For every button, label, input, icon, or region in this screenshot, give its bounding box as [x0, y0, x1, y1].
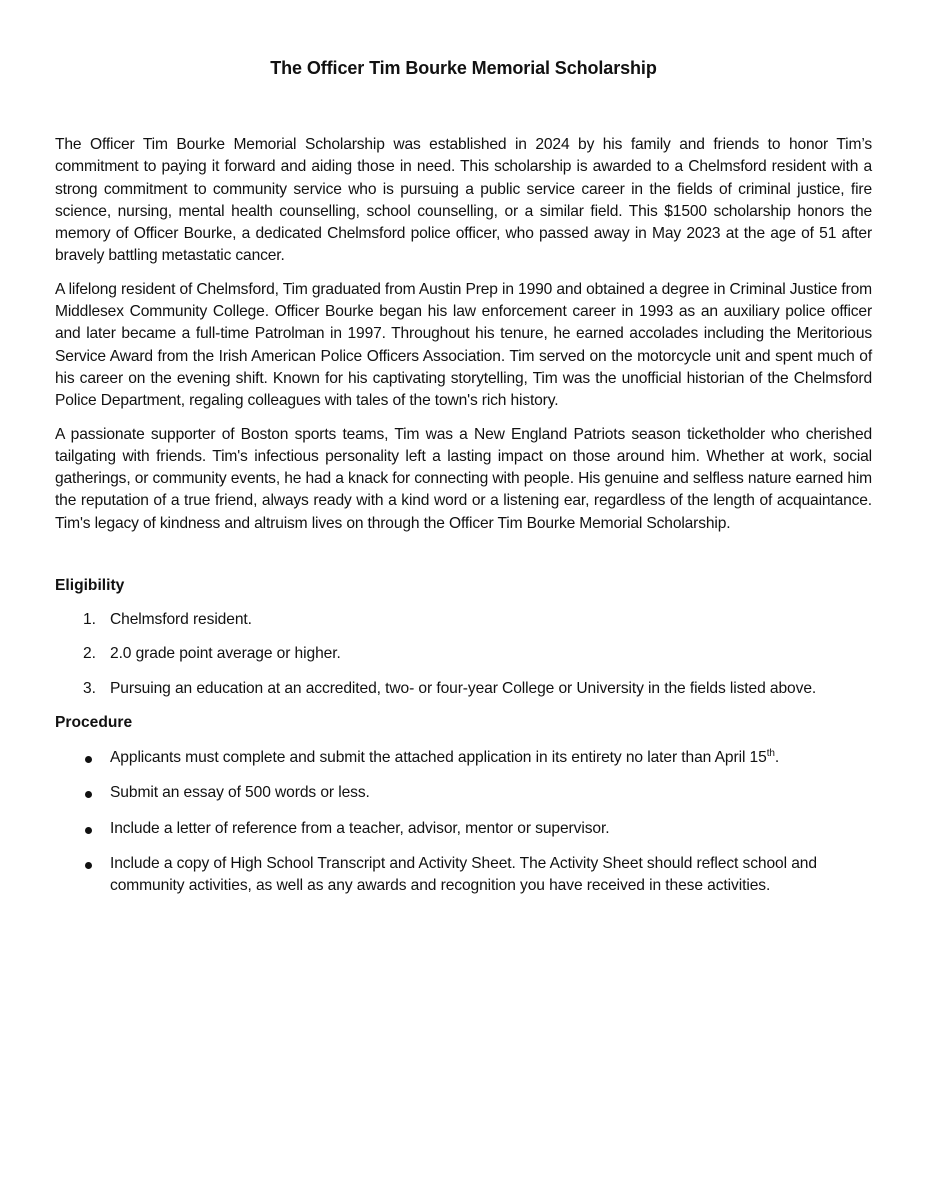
list-item [55, 678, 872, 700]
list-number: 2. [83, 645, 96, 663]
bullet-icon [85, 862, 92, 869]
list-number: 1. [83, 611, 96, 629]
bullet-icon [85, 791, 92, 798]
list-item-text: Include a letter of reference from a teacher, advisor, mentor or supervisor. [110, 819, 610, 837]
bullet-icon [85, 827, 92, 834]
bullet-icon [85, 756, 92, 763]
list-item [55, 853, 872, 898]
list-item [55, 782, 872, 804]
biography-paragraph: A lifelong resident of Chelmsford, Tim graduated from Austin Prep in 1990 and obtained a degree in Criminal Justice from Middlesex Community College. Officer Bourke began his law enforcement career in 1993 as an auxiliary police officer and later became a full-time Patrolman in 1997. Throughout his tenure, he earned accolades including the Meritorious Service Award from the Irish American Police Officers Association. Tim served on the motorcycle unit and spent much of his career on the evening shift. Known for his captivating storytelling, Tim was the unofficial historian of the Chelmsford Police Department, regaling colleagues with tales of the town's rich history. [55, 280, 872, 410]
list-item-text: Applicants must complete and submit the attached application in its entirety no later than April 15 [110, 748, 767, 766]
eligibility-list [55, 609, 872, 700]
list-item [55, 643, 872, 665]
ordinal-suffix: th [766, 747, 775, 759]
list-item-text: Include a copy of High School Transcript and Activity Sheet. The Activity Sheet should reflect school and community activities, as well as any awards and recognition you have received in these activities. [110, 854, 817, 895]
list-number: 3. [83, 679, 96, 697]
page-title: The Officer Tim Bourke Memorial Scholarship [270, 58, 657, 78]
document-body [55, 134, 872, 910]
list-item [55, 818, 872, 840]
legacy-paragraph: A passionate supporter of Boston sports teams, Tim was a New England Patriots season ticketholder who cherished tailgating with friends. Tim's infectious personality left a lasting impact on those around him. Whether at work, social gatherings, or community events, he had a knack for connecting with people. His genuine and selfless nature earned him the reputation of a true friend, always ready with a kind word or a listening ear, regardless of the length of acquaintance. Tim's legacy of kindness and altruism lives on through the Officer Tim Bourke Memorial Scholarship. [55, 425, 872, 532]
list-item-text: Chelmsford resident. [110, 611, 252, 629]
intro-paragraph: The Officer Tim Bourke Memorial Scholarship was established in 2024 by his family and friends to honor Tim’s commitment to paying it forward and aiding those in need. This scholarship is awarded to a Chelmsford resident with a strong commitment to community service who is pursuing a public service career in the fields of criminal justice, fire science, nursing, mental health counselling, school counselling, or a similar field. This $1500 scholarship honors the memory of Officer Bourke, a dedicated Chelmsford police officer, who passed away in May 2023 at the age of 51 after bravely battling metastatic cancer. [55, 136, 872, 265]
eligibility-heading: Eligibility [55, 577, 125, 595]
list-item-text: Submit an essay of 500 words or less. [110, 784, 370, 802]
procedure-heading: Procedure [55, 713, 133, 731]
list-item-punctuation: . [774, 748, 780, 766]
list-item-text: 2.0 grade point average or higher. [110, 645, 341, 663]
list-item [55, 609, 872, 631]
list-item-text: Pursuing an education at an accredited, two- or four-year College or University in the fields listed above. [110, 679, 817, 697]
procedure-list [55, 747, 872, 897]
list-item [55, 747, 872, 769]
